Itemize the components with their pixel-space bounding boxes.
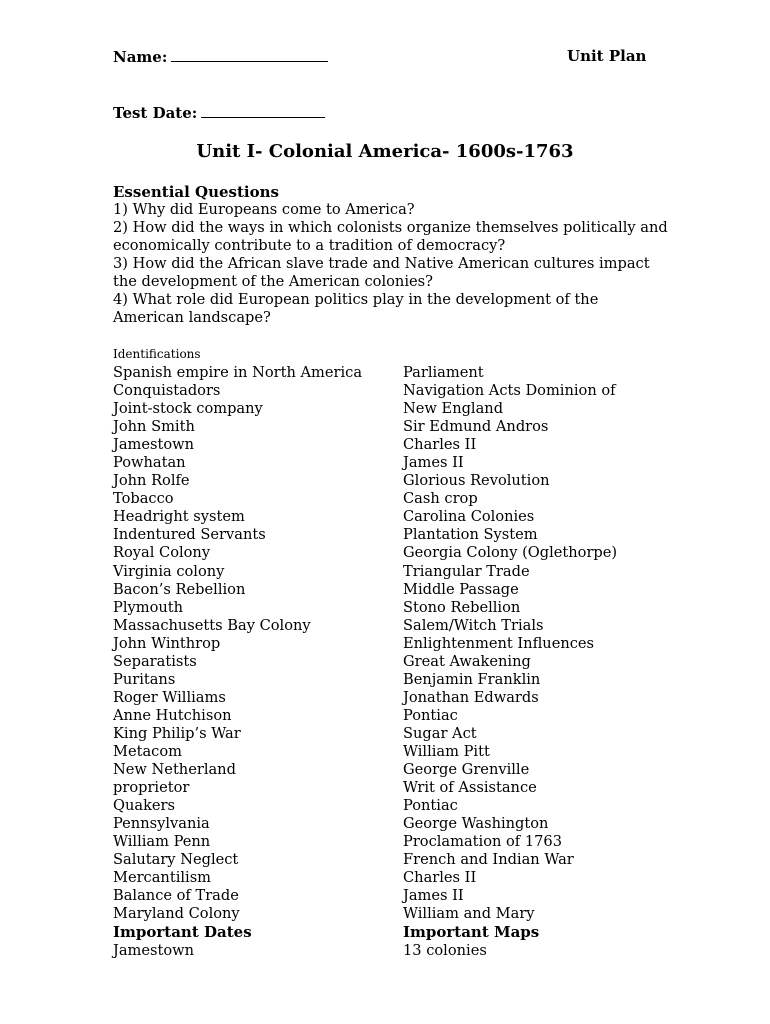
identification-item: George Washington (403, 815, 549, 833)
identification-item: Plymouth (113, 598, 184, 616)
name-label: Name: (113, 48, 168, 66)
test-date-line (113, 103, 325, 122)
identification-item: Carolina Colonies (403, 508, 535, 526)
identification-item: Jonathan Edwards (403, 688, 539, 706)
identification-item: Massachusetts Bay Colony (113, 616, 311, 634)
important-date-item: Jamestown (113, 941, 195, 959)
identification-item: William Pitt (403, 742, 490, 760)
essential-question: 1) Why did Europeans come to America? (113, 201, 415, 218)
name-line (113, 47, 328, 66)
essential-questions-heading: Essential Questions (113, 183, 279, 201)
essential-question: 2) How did the ways in which colonists organize themselves politically and economically contribute to a tradition of democracy? (113, 219, 668, 254)
identification-item: Sugar Act (403, 724, 477, 742)
unit-plan-label: Unit Plan (567, 47, 647, 65)
identification-item: Plantation System (403, 526, 538, 544)
essential-question: 4) What role did European politics play in the development of the American landscape? (113, 291, 599, 326)
essential-questions (113, 183, 673, 327)
identification-item: Cash crop (403, 490, 478, 508)
identification-item: King Philip’s War (113, 724, 241, 742)
identification-item: Puritans (113, 670, 176, 688)
identification-item: Separatists (113, 652, 197, 670)
identification-item: Anne Hutchison (113, 706, 232, 724)
identification-item: John Rolfe (113, 472, 190, 490)
identification-item: Great Awakening (403, 652, 531, 670)
identification-item: French and Indian War (403, 851, 574, 869)
unit-title: Unit I- Colonial America- 1600s-1763 (196, 141, 574, 162)
identification-item: New England (403, 400, 504, 418)
identifications-right-column (403, 364, 617, 960)
important-dates-heading: Important Dates (113, 923, 252, 942)
identification-item: Georgia Colony (Oglethorpe) (403, 544, 618, 562)
identification-item: Salutary Neglect (113, 851, 239, 869)
identification-item: Triangular Trade (403, 562, 530, 580)
identification-item: George Grenville (403, 761, 530, 779)
identification-item: Parliament (403, 364, 484, 381)
identification-item: John Smith (113, 418, 195, 436)
identification-item: William and Mary (403, 905, 535, 923)
identification-item: Sir Edmund Andros (403, 418, 549, 436)
identification-item: Navigation Acts Dominion of (403, 382, 616, 400)
identification-item: James II (403, 887, 464, 905)
identification-item: Enlightenment Influences (403, 634, 595, 652)
identification-item: Pennsylvania (113, 815, 210, 833)
important-maps-heading: Important Maps (403, 923, 540, 942)
identification-item: Balance of Trade (113, 887, 239, 905)
identification-item: proprietor (113, 779, 190, 797)
identification-item: Salem/Witch Trials (403, 616, 544, 634)
identification-item: Maryland Colony (113, 905, 240, 923)
identification-item: Indentured Servants (113, 526, 266, 544)
identification-item: Metacom (113, 742, 182, 760)
identification-item: New Netherland (113, 761, 236, 779)
identifications-left-column (113, 364, 362, 960)
identification-item: Royal Colony (113, 544, 211, 562)
identification-item: Benjamin Franklin (403, 670, 541, 688)
name-blank (171, 47, 328, 62)
identification-item: Pontiac (403, 797, 458, 815)
identification-item: Conquistadors (113, 382, 221, 400)
identification-item: William Penn (113, 833, 211, 851)
identification-item: John Winthrop (113, 634, 221, 652)
identification-item: Mercantilism (113, 869, 212, 887)
identification-item: Bacon’s Rebellion (113, 580, 246, 598)
identification-item: Roger Williams (113, 688, 226, 706)
identification-item: Writ of Assistance (403, 779, 537, 797)
important-map-item: 13 colonies (403, 941, 487, 959)
identification-item: Virginia colony (113, 562, 225, 580)
identification-item: Middle Passage (403, 580, 519, 598)
identification-item: Glorious Revolution (403, 472, 550, 490)
identification-item: Headright system (113, 508, 245, 526)
identifications-heading: Identifications (113, 347, 201, 361)
identification-item: Powhatan (113, 454, 186, 472)
identification-item: Proclamation of 1763 (403, 833, 562, 851)
identification-item: Jamestown (113, 436, 195, 454)
identification-item: Stono Rebellion (403, 598, 521, 616)
identification-item: Pontiac (403, 706, 458, 724)
identification-item: Tobacco (113, 490, 174, 508)
identification-item: Quakers (113, 797, 176, 815)
identification-item: Charles II (403, 869, 477, 887)
identification-item: Joint-stock company (113, 400, 263, 418)
test-date-label: Test Date: (113, 104, 198, 122)
identification-item: James II (403, 454, 464, 472)
essential-question: 3) How did the African slave trade and Native American cultures impact the development of the American colonies? (113, 255, 650, 290)
test-date-blank (201, 103, 325, 118)
identification-item: Charles II (403, 436, 477, 454)
identification-item: Spanish empire in North America (113, 364, 363, 381)
